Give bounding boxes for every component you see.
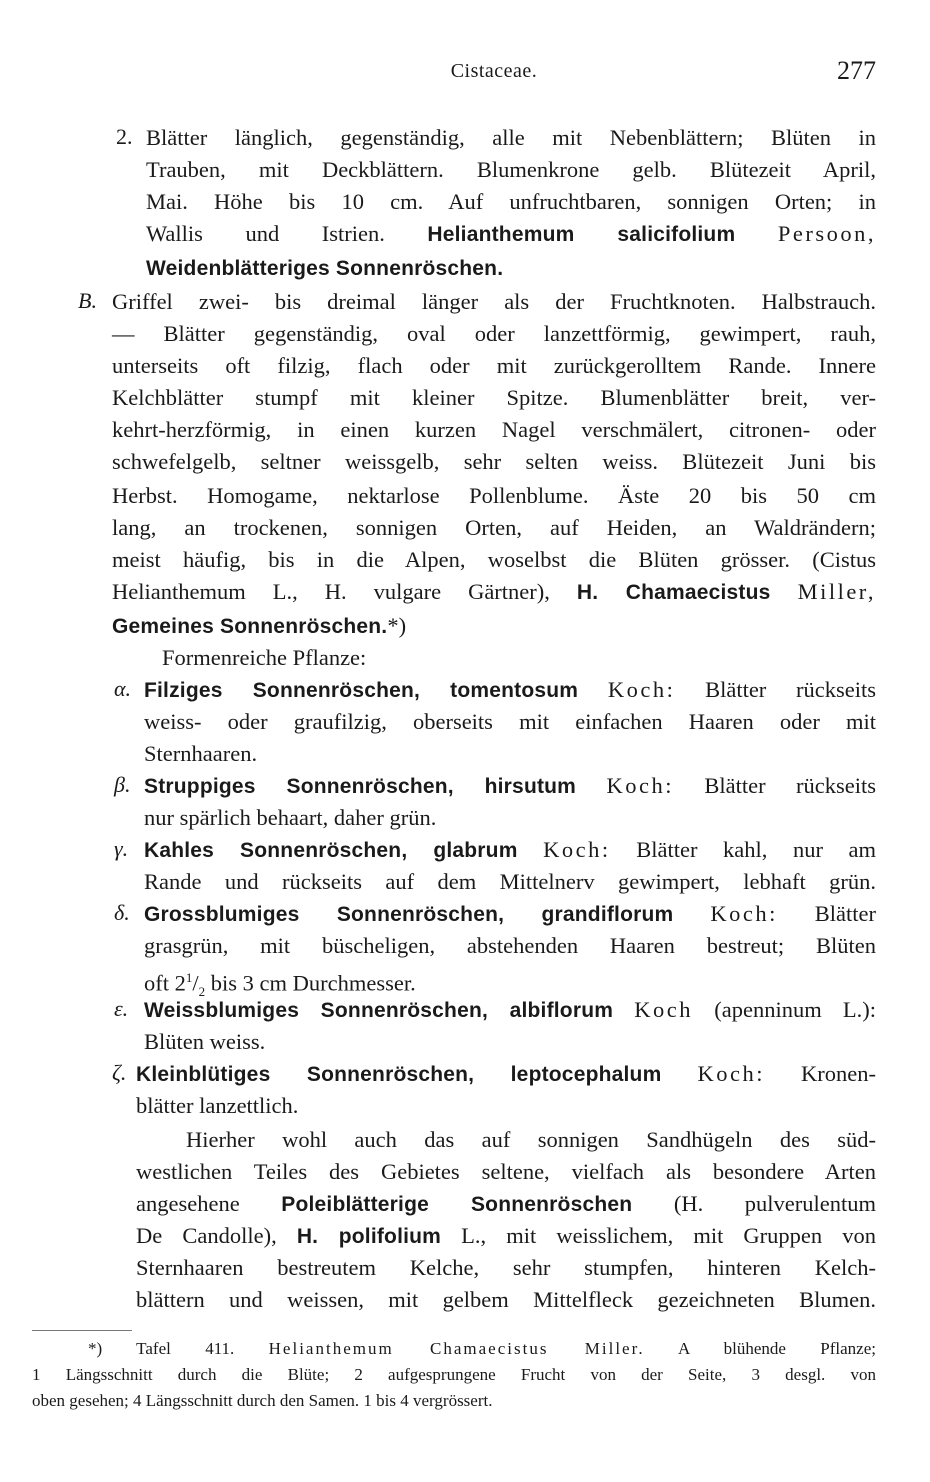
text-span: *) Tafel 411.	[88, 1339, 235, 1358]
text-span: L., mit weisslichem, mit Gruppen von	[461, 1223, 877, 1248]
text-line	[112, 610, 406, 643]
text-line	[146, 218, 876, 251]
text-line: blättern und weissen, mit gelbem Mittelfleck gezeichneten Blumen.	[136, 1287, 876, 1312]
latin-name: Helianthemum salicifolium	[427, 223, 736, 246]
author-name: Koch:	[697, 1061, 765, 1086]
text-span: De Candolle),	[136, 1223, 277, 1248]
text-line: Blüten weiss.	[144, 1029, 266, 1054]
text-span: Kronen-	[801, 1061, 876, 1086]
text-span: A blühende Pflanze;	[677, 1339, 876, 1358]
variety-label: ζ.	[112, 1060, 127, 1085]
text-span: Blätter rückseits	[705, 677, 876, 702]
text-line: Hierher wohl auch das auf sonnigen Sandhügeln des süd-	[186, 1127, 876, 1152]
text-line: kehrt-herzförmig, in einen kurzen Nagel verschmälert, citronen- oder	[112, 417, 876, 442]
text-line: grasgrün, mit büscheligen, abstehenden Haaren bestreut; Blüten	[144, 933, 876, 958]
text-line: Blätter länglich, gegenständig, alle mit Nebenblättern; Blüten in	[146, 125, 876, 150]
author-name: Koch:	[543, 837, 611, 862]
text-line	[146, 252, 503, 285]
text-line: Mai. Höhe bis 10 cm. Auf unfruchtbaren, sonnigen Orten; in	[146, 189, 876, 214]
fraction-denominator: 2	[198, 984, 206, 999]
text-line	[136, 1058, 876, 1091]
text-span: Helianthemum L., H. vulgare Gärtner),	[112, 579, 550, 604]
text-line: Formenreiche Pflanze:	[162, 645, 367, 670]
running-title: Cistaceae.	[450, 60, 538, 82]
author-name: Koch:	[710, 901, 778, 926]
footnote-marker: *)	[387, 613, 407, 638]
variety-label: β.	[114, 772, 131, 797]
fraction-slash: /	[192, 970, 199, 996]
text-span: (apenninum L.):	[714, 997, 876, 1022]
footnote-line: oben gesehen; 4 Längsschnitt durch den Samen. 1 bis 4 vergrössert.	[32, 1391, 493, 1410]
fraction-numerator: 1	[185, 970, 193, 985]
text-line: blätter lanzettlich.	[136, 1093, 299, 1118]
text-line: westlichen Teiles des Gebietes seltene, vielfach als besondere Arten	[136, 1159, 876, 1184]
text-line: nur spärlich behaart, daher grün.	[144, 805, 437, 830]
variety-label: δ.	[114, 900, 130, 925]
common-name: Weidenblätteriges Sonnenröschen.	[146, 257, 504, 280]
author-name: Persoon,	[777, 221, 876, 246]
text-line	[144, 674, 876, 707]
text-span: angesehene	[136, 1191, 240, 1216]
item-label: 2.	[116, 124, 133, 149]
variety-name: Filziges Sonnenröschen, tomentosum	[144, 679, 579, 702]
text-line: Sternhaaren bestreutem Kelche, sehr stumpfen, hinteren Kelch-	[136, 1255, 876, 1280]
text-line: Rande und rückseits auf dem Mittelnerv gewimpert, lebhaft grün.	[144, 869, 876, 894]
text-span: Blätter	[814, 901, 876, 926]
page-header	[112, 56, 876, 90]
text-line: meist häufig, bis in die Alpen, woselbst die Blüten grösser. (Cistus	[112, 547, 876, 572]
text-line: Sternhaaren.	[144, 741, 258, 766]
text-line: unterseits oft filzig, flach oder mit zurückgerolltem Rande. Innere	[112, 353, 876, 378]
text-line: lang, an trockenen, sonnigen Orten, auf Heiden, an Waldrändern;	[112, 515, 876, 540]
variety-name: Kleinblütiges Sonnenröschen, leptocephalum	[136, 1063, 662, 1086]
variety-label: γ.	[114, 836, 129, 861]
author-name: Miller,	[797, 579, 877, 604]
text-line	[112, 576, 876, 609]
variety-label: ε.	[114, 996, 129, 1021]
footnote-line	[88, 1336, 876, 1362]
text-span: Blätter rückseits	[704, 773, 876, 798]
item-label: B.	[78, 288, 97, 313]
latin-name: Helianthemum Chamaecistus Miller.	[268, 1339, 645, 1358]
footnote-divider	[32, 1330, 132, 1331]
common-name: Gemeines Sonnenröschen.	[112, 615, 388, 638]
footnote-line: 1 Längsschnitt durch die Blüte; 2 aufgesprungene Frucht von der Seite, 3 desgl. von	[32, 1365, 876, 1384]
text-span: oft 2	[144, 970, 186, 996]
text-line	[136, 1188, 876, 1221]
author-name: Koch	[634, 997, 694, 1022]
text-span: bis 3 cm Durchmesser.	[210, 970, 416, 996]
text-span: Wallis und Istrien.	[146, 221, 385, 246]
variety-name: Struppiges Sonnenröschen, hirsutum	[144, 775, 577, 798]
text-line: Kelchblätter stumpf mit kleiner Spitze. Blumenblätter breit, ver-	[112, 385, 876, 410]
common-name: Poleiblätterige Sonnenröschen	[281, 1193, 633, 1216]
text-line: schwefelgelb, seltner weissgelb, sehr selten weiss. Blütezeit Juni bis	[112, 449, 876, 474]
text-line	[144, 994, 876, 1027]
text-line: — Blätter gegenständig, oval oder lanzettförmig, gewimpert, rauh,	[112, 321, 876, 346]
author-name: Koch:	[606, 773, 674, 798]
author-name: Koch:	[607, 677, 676, 702]
text-line: Griffel zwei- bis dreimal länger als der Fruchtknoten. Halbstrauch.	[112, 289, 876, 314]
latin-name: H. Chamaecistus	[576, 581, 771, 604]
text-span: (H. pulverulentum	[673, 1191, 877, 1216]
text-line: weiss- oder graufilzig, oberseits mit einfachen Haaren oder mit	[144, 709, 876, 734]
text-line: Herbst. Homogame, nektarlose Pollenblume. Äste 20 bis 50 cm	[112, 483, 876, 508]
variety-label: α.	[114, 676, 132, 701]
latin-name: H. polifolium	[296, 1225, 442, 1248]
text-line	[144, 898, 876, 931]
page-number: 277	[837, 56, 876, 85]
text-line	[136, 1220, 876, 1253]
variety-name: Grossblumiges Sonnenröschen, grandiflorum	[144, 903, 674, 926]
text-line: Trauben, mit Deckblättern. Blumenkrone gelb. Blütezeit April,	[146, 157, 876, 182]
variety-name: Weissblumiges Sonnenröschen, albiflorum	[144, 999, 614, 1022]
text-span: Blätter kahl, nur am	[636, 837, 877, 862]
text-line	[144, 770, 876, 803]
text-line	[144, 834, 876, 867]
variety-name: Kahles Sonnenröschen, glabrum	[144, 839, 518, 862]
